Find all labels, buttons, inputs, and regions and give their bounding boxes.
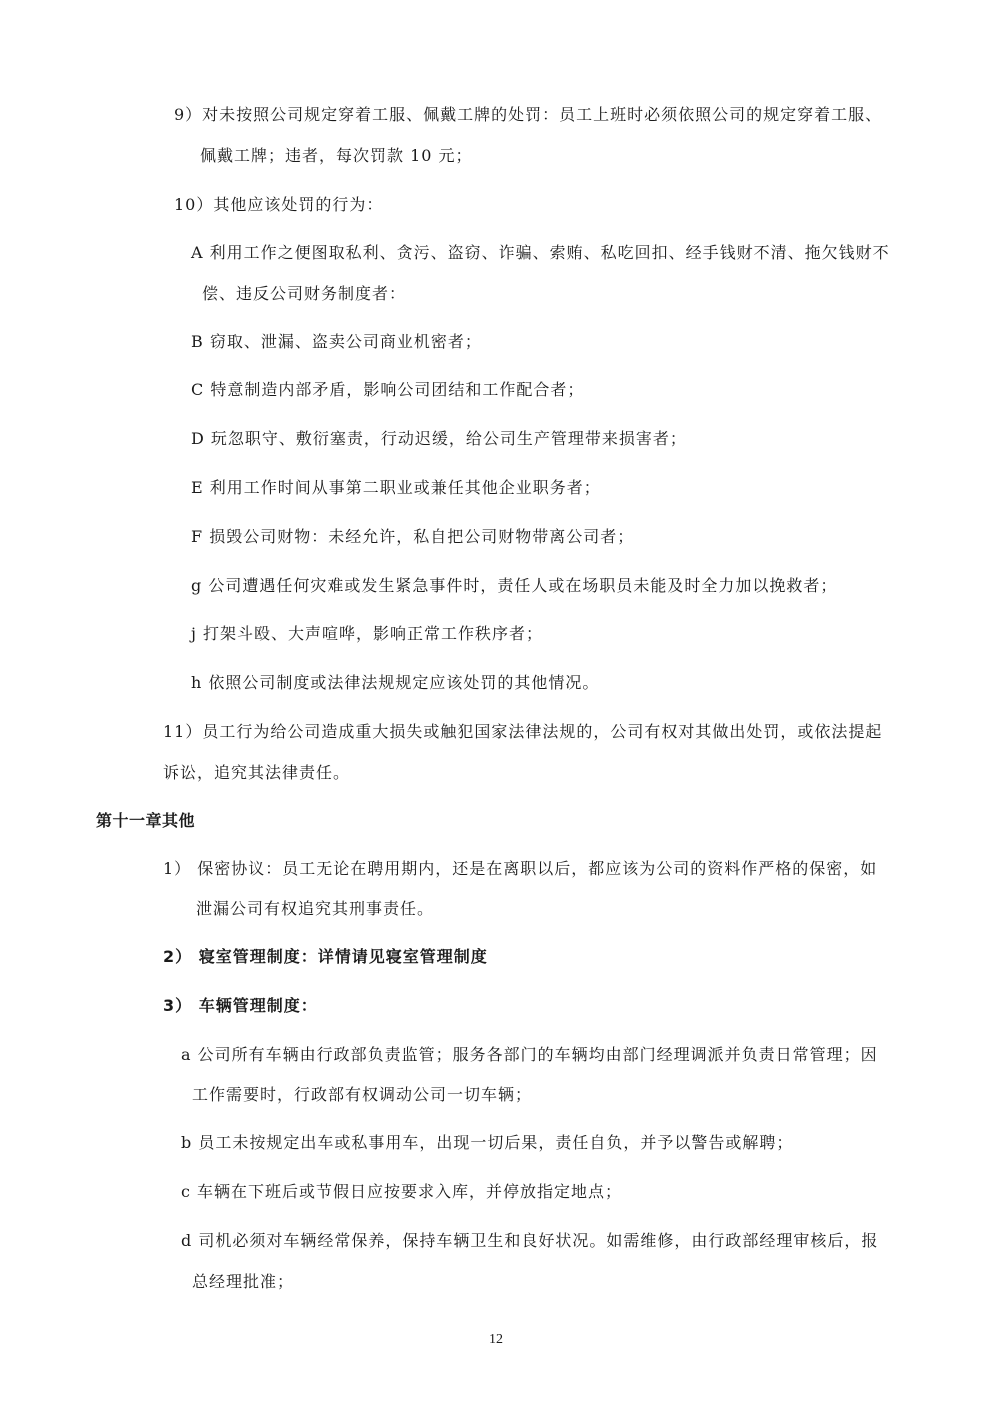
item-10-e: E 利用工作时间从事第二职业或兼任其他企业职务者； xyxy=(191,478,601,497)
page-number: 12 xyxy=(489,1332,503,1347)
item-10-a-line-1: A 利用工作之便图取私利、贪污、盗窃、诈骗、索贿、私吃回扣、经手钱财不清、拖欠钱财不 xyxy=(191,243,890,262)
item-10-a-line-2: 偿、违反公司财务制度者： xyxy=(202,284,407,303)
section-1-line-1: 1） 保密协议：员工无论在聘用期内，还是在离职以后，都应该为公司的资料作严格的保密，如 xyxy=(163,859,878,878)
section-3-a-line-1: a 公司所有车辆由行政部负责监管；服务各部门的车辆均由部门经理调派并负责日常管理；因 xyxy=(181,1045,878,1064)
item-10-j: j 打架斗殴、大声喧哗，影响正常工作秩序者； xyxy=(191,624,544,643)
item-10-b: B 窃取、泄漏、盗卖公司商业机密者； xyxy=(191,332,482,351)
item-11-line-1: 11）员工行为给公司造成重大损失或触犯国家法律法规的，公司有权对其做出处罚，或依法提起 xyxy=(163,722,883,741)
section-3-d-line-2: 总经理批准； xyxy=(192,1272,295,1291)
item-10-h: h 依照公司制度或法律法规规定应该处罚的其他情况。 xyxy=(191,673,600,692)
section-3: 3） 车辆管理制度： xyxy=(163,996,318,1015)
item-10-d: D 玩忽职守、敷衍塞责，行动迟缓，给公司生产管理带来损害者； xyxy=(191,429,687,448)
item-11-line-2: 诉讼，追究其法律责任。 xyxy=(163,763,351,782)
chapter-title: 第十一章其他 xyxy=(96,811,196,830)
section-1-line-2: 泄漏公司有权追究其刑事责任。 xyxy=(196,899,435,918)
section-3-d-line-1: d 司机必须对车辆经常保养，保持车辆卫生和良好状况。如需维修，由行政部经理审核后，报 xyxy=(181,1231,879,1250)
item-9-line-2: 佩戴工牌；违者，每次罚款 10 元； xyxy=(200,146,473,165)
section-3-a-line-2: 工作需要时，行政部有权调动公司一切车辆； xyxy=(192,1085,533,1104)
item-10-g: g 公司遭遇任何灾难或发生紧急事件时，责任人或在场职员未能及时全力加以挽救者； xyxy=(191,576,838,595)
section-3-b: b 员工未按规定出车或私事用车，出现一切后果，责任自负，并予以警告或解聘； xyxy=(181,1133,794,1152)
item-10-f: F 损毁公司财物：未经允许，私自把公司财物带离公司者； xyxy=(191,527,635,546)
item-9-line-1: 9）对未按照公司规定穿着工服、佩戴工牌的处罚：员工上班时必须依照公司的规定穿着工服、 xyxy=(174,105,883,124)
section-3-c: c 车辆在下班后或节假日应按要求入库，并停放指定地点； xyxy=(181,1182,623,1201)
item-10-title: 10）其他应该处罚的行为： xyxy=(174,195,384,214)
item-10-c: C 特意制造内部矛盾，影响公司团结和工作配合者； xyxy=(191,380,585,399)
section-2: 2） 寝室管理制度：详情请见寝室管理制度 xyxy=(163,947,488,966)
